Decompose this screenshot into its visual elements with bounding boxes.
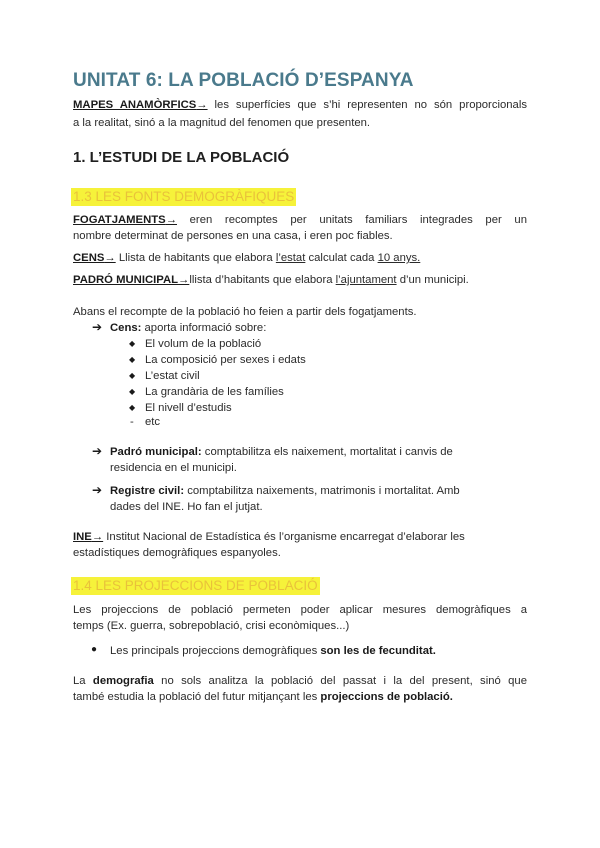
arrow-icon: ➔ (92, 444, 103, 458)
fogatjaments-line-1: FOGATJAMENTS→ eren recomptes per unitats familiars integrades per un (73, 214, 527, 226)
abans-paragraph: Abans el recompte de la població ho feien a partir dels fogatjaments. (73, 306, 417, 318)
padro-definition: PADRÓ MUNICIPAL→llista d’habitants que elabora l’ajuntament d’un municipi. (73, 274, 469, 286)
cens-item: Cens: aporta informació sobre: (110, 322, 267, 334)
demografia-line-2: també estudia la població del futur mitjançant les projeccions de població. (73, 691, 453, 703)
diamond-bullet-icon: ◆ (129, 387, 136, 396)
registre-item-line-1: Registre civil: comptabilitza naixements, matrimonis i mortalitat. Amb (110, 485, 460, 497)
diamond-bullet-icon: ◆ (129, 355, 136, 364)
registre-item-line-2: dades del INE. Ho fan el jutjat. (110, 501, 263, 513)
intro-line-1: MAPES ANAMÒRFICS→ les superfícies que s’hi representen no són proporcionals (73, 99, 527, 111)
diamond-bullet-icon: ◆ (129, 371, 136, 380)
page-title: UNITAT 6: LA POBLACIÓ D’ESPANYA (73, 70, 414, 91)
projeccions-line-2: temps (Ex. guerra, sobrepoblació, crisi econòmiques...) (73, 620, 350, 632)
projeccions-line-1: Les projeccions de població permeten poder aplicar mesures demogràfiques a (73, 604, 527, 616)
cens-sub-item: El nivell d’estudis (145, 402, 232, 414)
arrow-icon: ➔ (92, 320, 103, 334)
cens-sub-item: La composició per sexes i edats (145, 354, 306, 366)
intro-line-2: a la realitat, sinó a la magnitud del fenomen que presenten. (73, 117, 371, 129)
arrow-icon: ➔ (92, 483, 103, 497)
cens-sub-item: L’estat civil (145, 370, 200, 382)
intro-term: MAPES ANAMÒRFICS→ (73, 99, 208, 111)
cens-sub-item: La grandària de les famílies (145, 386, 284, 398)
cens-definition: CENS→ Llista de habitants que elabora l’estat calculat cada 10 anys. (73, 252, 421, 264)
section-1-heading: 1. L’ESTUDI DE LA POBLACIÓ (73, 149, 290, 166)
section-1-3-heading: 1.3 LES FONTS DEMOGRÀFIQUES (73, 189, 295, 204)
dash-marker: - (130, 416, 134, 428)
bullet-icon: ● (91, 644, 98, 655)
padro-item-line-2: residencia en el municipi. (110, 462, 237, 474)
projeccions-bullet: Les principals projeccions demogràfiques son les de fecunditat. (110, 645, 436, 657)
ine-line-1: INE→ Institut Nacional de Estadística és l’organisme encarregat d’elaborar les (73, 531, 465, 543)
diamond-bullet-icon: ◆ (129, 339, 136, 348)
fogatjaments-line-2: nombre determinat de persones en una casa, i eren poc fiables. (73, 230, 393, 242)
ine-line-2: estadístiques demogràfiques espanyoles. (73, 547, 281, 559)
padro-item-line-1: Padró municipal: comptabilitza els naixement, mortalitat i canvis de (110, 446, 453, 458)
demografia-line-1: La demografia no sols analitza la població del passat i la del present, sinó que (73, 675, 527, 687)
diamond-bullet-icon: ◆ (129, 403, 136, 412)
cens-sub-item-etc: etc (145, 416, 161, 428)
cens-sub-item: El volum de la població (145, 338, 262, 350)
section-1-4-heading: 1.4 LES PROJECCIONS DE POBLACIÓ (73, 578, 318, 593)
